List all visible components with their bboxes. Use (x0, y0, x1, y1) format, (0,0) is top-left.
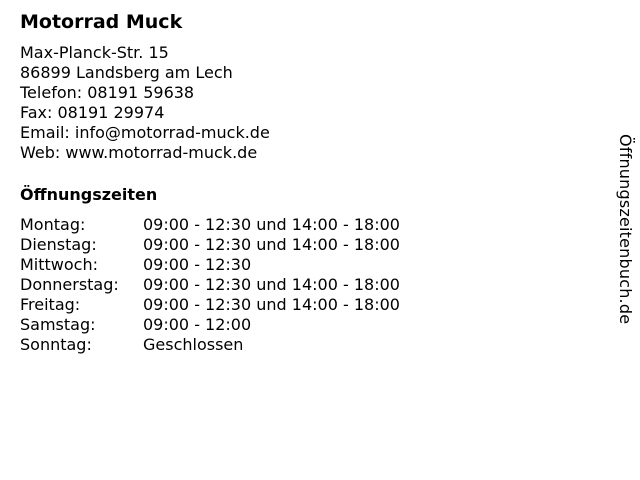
address-city: 86899 Landsberg am Lech (20, 63, 233, 82)
hours-time: 09:00 - 12:30 und 14:00 - 18:00 (143, 295, 400, 314)
business-card (20, 10, 580, 355)
hours-day: Donnerstag: (20, 275, 119, 294)
address-street: Max-Planck-Str. 15 (20, 43, 169, 62)
hours-time: Geschlossen (143, 335, 244, 354)
hours-row (20, 215, 580, 235)
hours-row (20, 275, 580, 295)
hours-row (20, 235, 580, 255)
hours-time: 09:00 - 12:30 und 14:00 - 18:00 (143, 235, 400, 254)
hours-time: 09:00 - 12:30 und 14:00 - 18:00 (143, 215, 400, 234)
hours-time: 09:00 - 12:00 (143, 315, 252, 334)
hours-day: Samstag: (20, 315, 96, 334)
hours-row (20, 295, 580, 315)
business-name: Motorrad Muck (20, 11, 183, 33)
web-line: Web: www.motorrad-muck.de (20, 143, 258, 162)
hours-day: Mittwoch: (20, 255, 98, 274)
hours-time: 09:00 - 12:30 (143, 255, 252, 274)
hours-day: Dienstag: (20, 235, 97, 254)
hours-day: Montag: (20, 215, 86, 234)
phone-line: Telefon: 08191 59638 (20, 83, 195, 102)
hours-row (20, 255, 580, 275)
contact-block (20, 43, 580, 163)
hours-time: 09:00 - 12:30 und 14:00 - 18:00 (143, 275, 400, 294)
watermark (612, 134, 638, 364)
hours-day: Freitag: (20, 295, 81, 314)
fax-line: Fax: 08191 29974 (20, 103, 165, 122)
hours-row (20, 335, 580, 355)
watermark-text: Öffnungszeitenbuch.de (616, 134, 635, 325)
hours-heading: Öffnungszeiten (20, 185, 158, 204)
hours-day: Sonntag: (20, 335, 92, 354)
email-line: Email: info@motorrad-muck.de (20, 123, 270, 142)
hours-table (20, 215, 580, 355)
hours-row (20, 315, 580, 335)
